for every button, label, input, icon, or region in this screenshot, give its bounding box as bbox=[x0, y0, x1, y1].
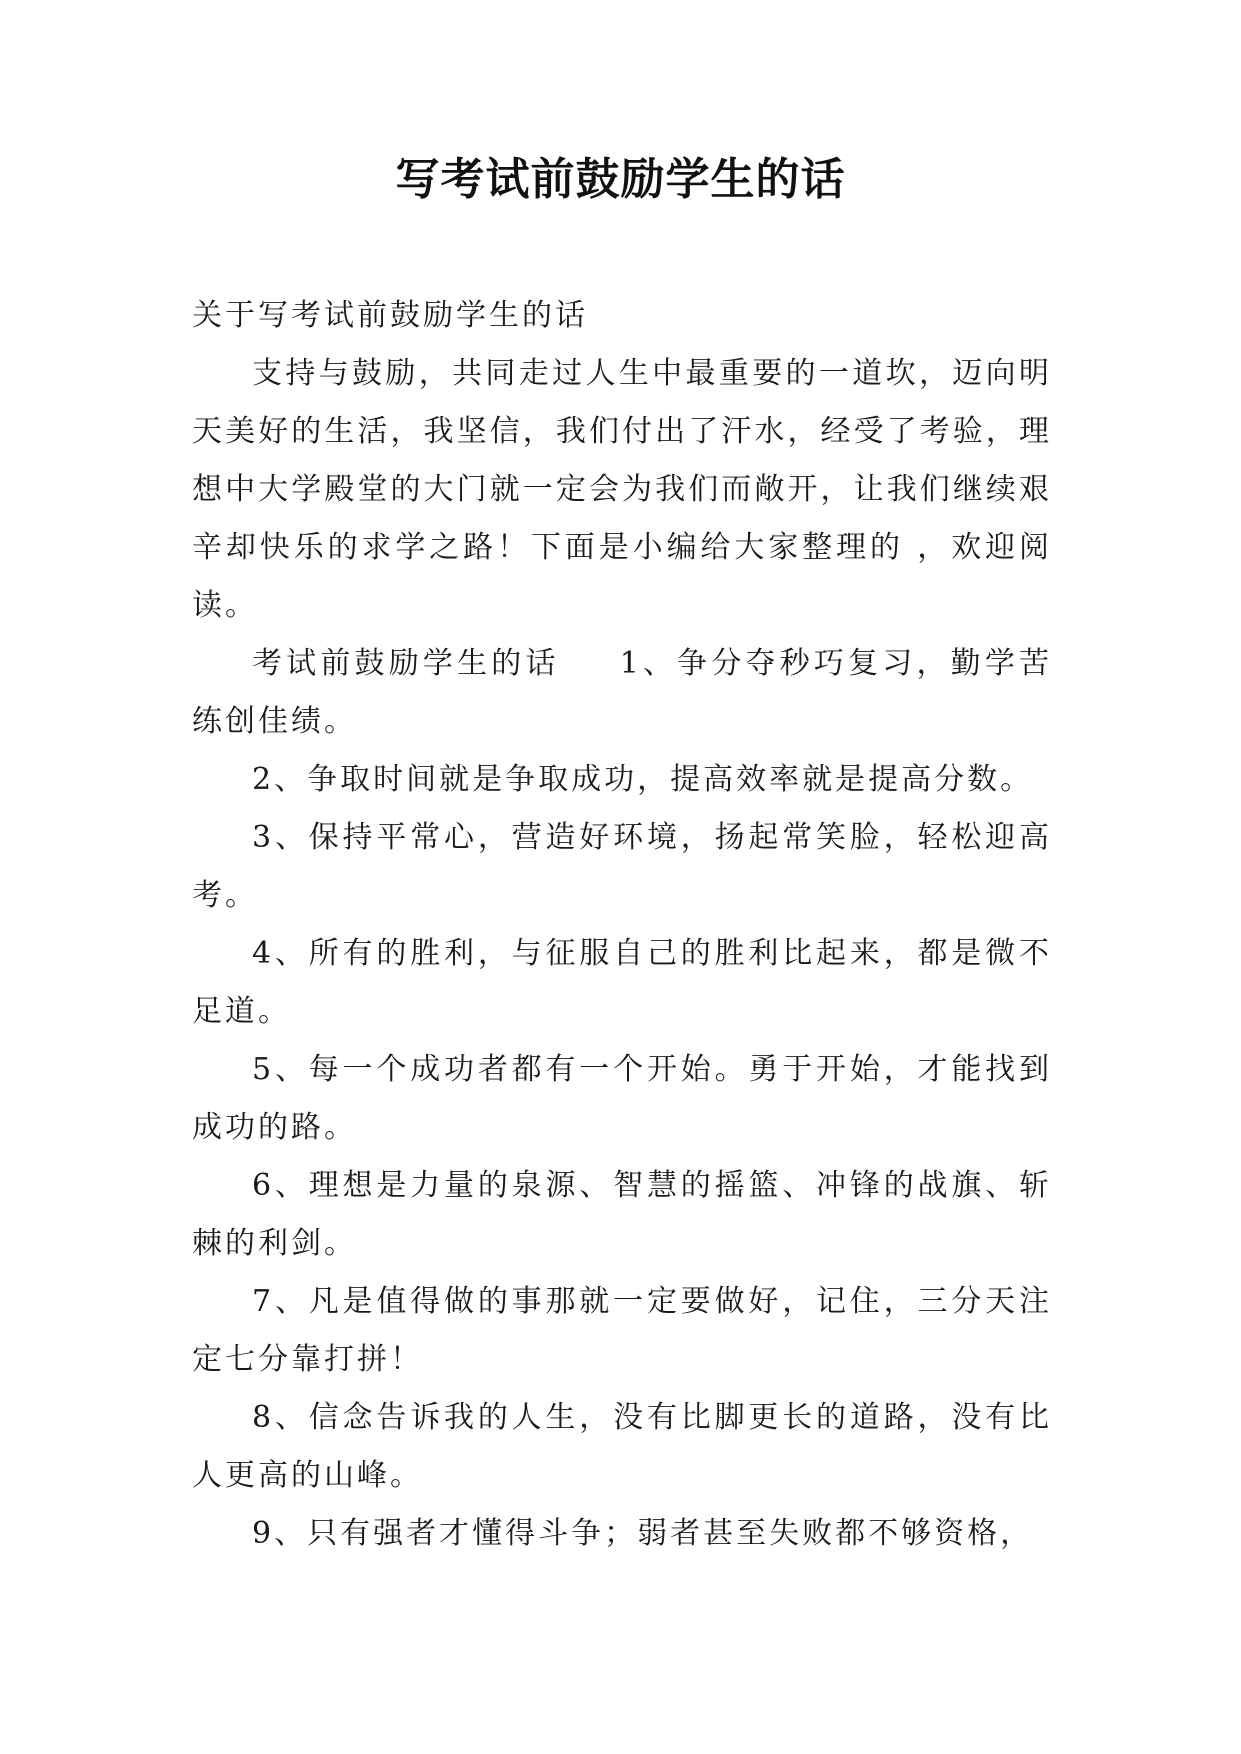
document-subtitle: 关于写考试前鼓励学生的话 bbox=[192, 298, 588, 333]
list-item: 6、理想是力量的泉源、智慧的摇篮、冲锋的战旗、斩棘的利剑。 bbox=[192, 1168, 1052, 1261]
list-item: 2、争取时间就是争取成功，提高效率就是提高分数。 bbox=[252, 762, 1034, 797]
section-first-paragraph bbox=[192, 635, 1052, 751]
list-item: 9、只有强者才懂得斗争；弱者甚至失败都不够资格， bbox=[252, 1516, 1034, 1551]
section-heading: 考试前鼓励学生的话 bbox=[252, 646, 560, 681]
list-item: 4、所有的胜利，与征服自己的胜利比起来，都是微不足道。 bbox=[192, 936, 1052, 1029]
list-item: 1、争分夺秒巧复习，勤学苦练创佳绩。 bbox=[192, 646, 1053, 739]
document-title: 写考试前鼓励学生的话 bbox=[395, 154, 846, 205]
intro-paragraph: 支持与鼓励，共同走过人生中最重要的一道坎，迈向明天美好的生活，我坚信，我们付出了汗水，经受了考验，理想中大学殿堂的大门就一定会为我们而敞开，让我们继续艰辛却快乐的求学之路！下面是小编给大家整理的 ，欢迎阅读。 bbox=[192, 356, 1052, 623]
list-item: 3、保持平常心，营造好环境，扬起常笑脸，轻松迎高考。 bbox=[192, 820, 1052, 913]
list-item: 5、每一个成功者都有一个开始。勇于开始，才能找到成功的路。 bbox=[192, 1052, 1052, 1145]
list-item: 8、信念告诉我的人生，没有比脚更长的道路，没有比人更高的山峰。 bbox=[192, 1400, 1052, 1493]
list-item: 7、凡是值得做的事那就一定要做好，记住，三分天注定七分靠打拼！ bbox=[192, 1284, 1052, 1377]
document-body bbox=[192, 287, 1052, 1563]
